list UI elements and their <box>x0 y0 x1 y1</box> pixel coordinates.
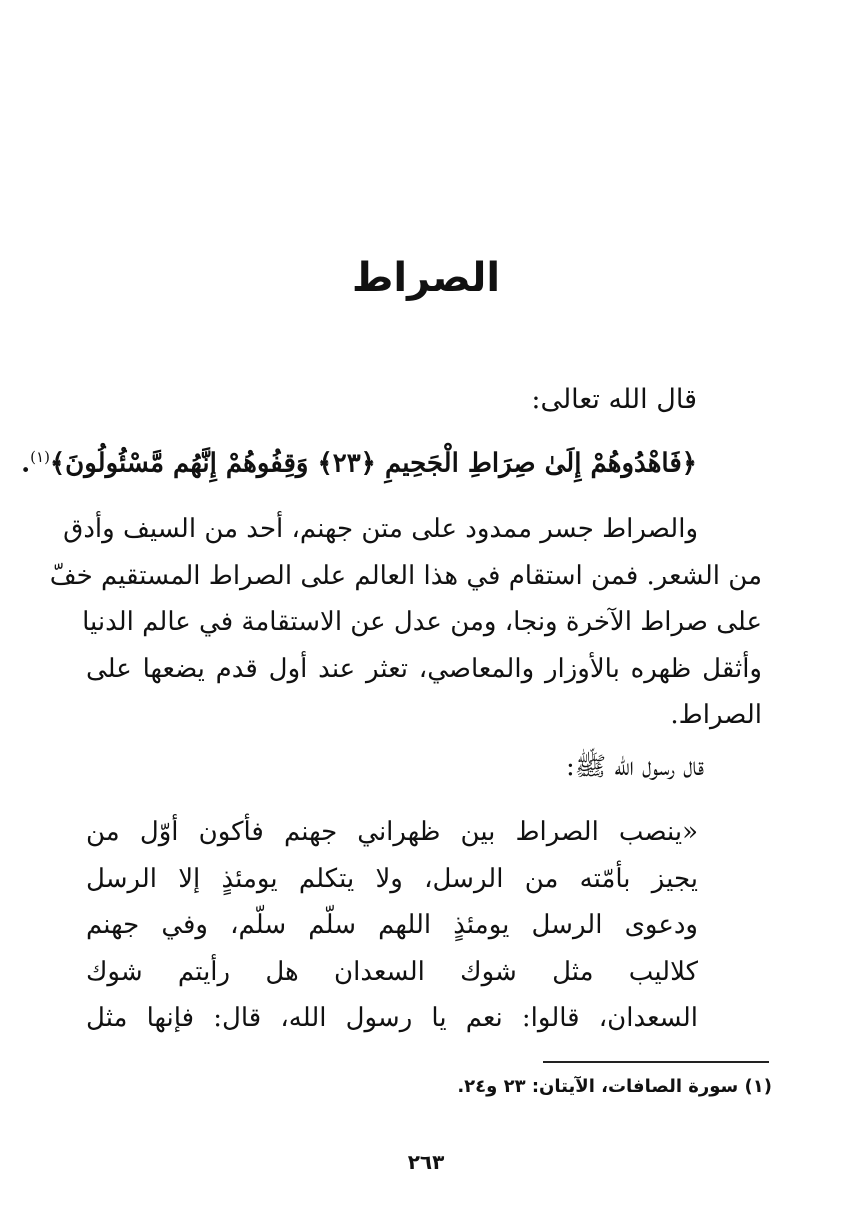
verse-text: ﴿فَاهْدُوهُمْ إِلَىٰ صِرَاطِ الْجَحِيمِ ﴿٢٣﴾ وَقِفُوهُمْ إِنَّهُم مَّسْئُولُونَ﴾ <box>49 448 697 479</box>
verse-footnote-ref: (١) <box>30 448 50 466</box>
hadith-line: كلاليب مثل شوك السعدان هل رأيتم شوك <box>86 956 698 987</box>
hadith-intro: قال رسول الله ﷺ: <box>566 752 704 782</box>
footnote-divider <box>543 1061 769 1063</box>
hadith-line: يجيز بأمّته من الرسل، ولا يتكلم يومئذٍ إلا الرسل <box>86 863 698 894</box>
page-number: ٢٦٣ <box>407 1150 445 1174</box>
hadith-line: السعدان، قالوا: نعم يا رسول الله، قال: فإنها مثل <box>86 1003 698 1033</box>
paragraph-line: على صراط الآخرة ونجا، ومن عدل عن الاستقامة في عالم الدنيا <box>82 607 762 637</box>
hadith-quote <box>86 809 698 1042</box>
footnote: (١) سورة الصافات، الآيتان: ٢٣ و٢٤. <box>457 1076 772 1097</box>
paragraph-line: والصراط جسر ممدود على متن جهنم، أحد من السيف وأدق <box>63 514 698 544</box>
paragraph-line: وأثقل ظهره بالأوزار والمعاصي، تعثر عند أول قدم يضعها على <box>86 653 762 684</box>
paragraph-line: الصراط. <box>670 700 762 730</box>
verse-end: . <box>21 448 31 479</box>
hadith-line: «ينصب الصراط بين ظهراني جهنم فأكون أوّل من <box>86 817 698 847</box>
chapter-title: الصراط <box>351 255 501 301</box>
hadith-line: ودعوى الرسل يومئذٍ اللهم سلّم سلّم، وفي جهنم <box>86 910 698 940</box>
verse-intro: قال الله تعالى: <box>531 384 697 415</box>
paragraph-line: من الشعر. فمن استقام في هذا العالم على الصراط المستقيم خفّ <box>49 560 762 591</box>
body-paragraph <box>49 506 762 739</box>
quran-verse <box>21 435 697 486</box>
